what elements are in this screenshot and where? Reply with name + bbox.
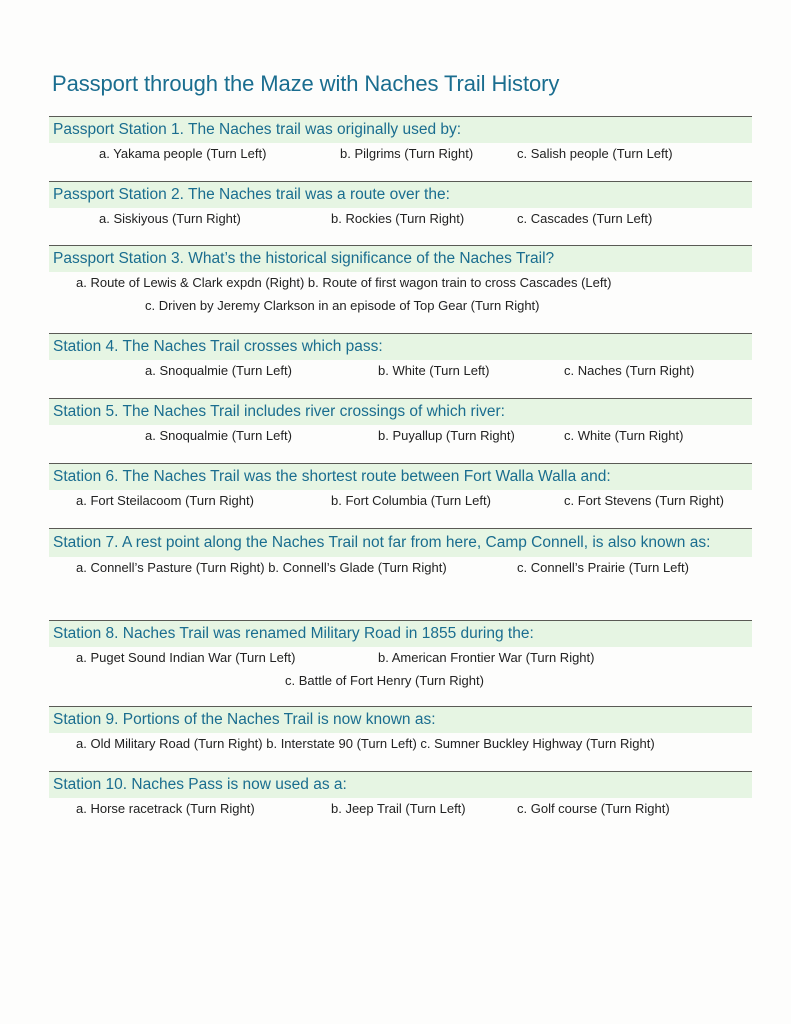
answer-row [49,272,752,295]
station-question: Passport Station 1. The Naches trail was originally used by: [49,117,752,143]
station-question: Station 10. Naches Pass is now used as a: [49,772,752,798]
answer-option-a: a. Snoqualmie (Turn Left) [145,428,292,443]
answer-option-c: c. Driven by Jeremy Clarkson in an episode of Top Gear (Turn Right) [145,298,540,313]
answer-option-c: c. Battle of Fort Henry (Turn Right) [285,673,484,688]
answer-row [49,208,752,231]
answer-option-b: b. Fort Columbia (Turn Left) [331,493,491,508]
station-1 [49,116,752,166]
station-question: Station 5. The Naches Trail includes river crossings of which river: [49,399,752,425]
answer-row [49,733,752,756]
station-8 [49,620,752,693]
station-10 [49,771,752,821]
station-question: Passport Station 3. What’s the historical significance of the Naches Trail? [49,246,752,272]
answer-row [49,670,752,693]
answer-option-b: b. White (Turn Left) [378,363,490,378]
answer-option-a-b-c: a. Old Military Road (Turn Right) b. Interstate 90 (Turn Left) c. Sumner Buckley Highway (Turn Right) [76,736,655,751]
answer-option-a-b: a. Connell’s Pasture (Turn Right) b. Connell’s Glade (Turn Right) [76,560,447,575]
answer-option-c: c. Connell’s Prairie (Turn Left) [517,560,689,575]
station-question: Station 4. The Naches Trail crosses which pass: [49,334,752,360]
answer-option-b: b. American Frontier War (Turn Right) [378,650,595,665]
answer-option-b: b. Pilgrims (Turn Right) [340,146,474,161]
station-2 [49,181,752,231]
answer-option-b: b. Rockies (Turn Right) [331,211,465,226]
answer-option-a: a. Yakama people (Turn Left) [99,146,267,161]
answer-option-a: a. Horse racetrack (Turn Right) [76,801,255,816]
page-title: Passport through the Maze with Naches Trail History [52,71,560,96]
station-question: Station 7. A rest point along the Naches Trail not far from here, Camp Connell, is also known as: [49,529,752,557]
answer-option-c: c. White (Turn Right) [564,428,684,443]
answer-row [49,647,752,670]
answer-option-a: a. Snoqualmie (Turn Left) [145,363,292,378]
station-question: Station 9. Portions of the Naches Trail is now known as: [49,707,752,733]
answer-option-c: c. Fort Stevens (Turn Right) [564,493,724,508]
answer-option-b: b. Puyallup (Turn Right) [378,428,515,443]
answer-row [49,557,752,580]
station-9 [49,706,752,756]
answer-option-c: c. Salish people (Turn Left) [517,146,673,161]
station-question: Passport Station 2. The Naches trail was a route over the: [49,182,752,208]
station-3 [49,245,752,318]
answer-option-a: a. Fort Steilacoom (Turn Right) [76,493,254,508]
answer-option-a: a. Siskiyous (Turn Right) [99,211,241,226]
station-5 [49,398,752,448]
station-question: Station 8. Naches Trail was renamed Military Road in 1855 during the: [49,621,752,647]
station-6 [49,463,752,513]
station-4 [49,333,752,383]
answer-row [49,143,752,166]
answer-row [49,360,752,383]
answer-row [49,490,752,513]
answer-option-a-b: a. Route of Lewis & Clark expdn (Right) b. Route of first wagon train to cross Cascades (Left) [76,275,612,290]
answer-row [49,425,752,448]
answer-option-c: c. Cascades (Turn Left) [517,211,653,226]
answer-row [49,798,752,821]
answer-option-b: b. Jeep Trail (Turn Left) [331,801,466,816]
answer-option-a: a. Puget Sound Indian War (Turn Left) [76,650,296,665]
station-7 [49,528,752,580]
station-question: Station 6. The Naches Trail was the shortest route between Fort Walla Walla and: [49,464,752,490]
answer-option-c: c. Naches (Turn Right) [564,363,695,378]
answer-row [49,295,752,318]
answer-option-c: c. Golf course (Turn Right) [517,801,670,816]
